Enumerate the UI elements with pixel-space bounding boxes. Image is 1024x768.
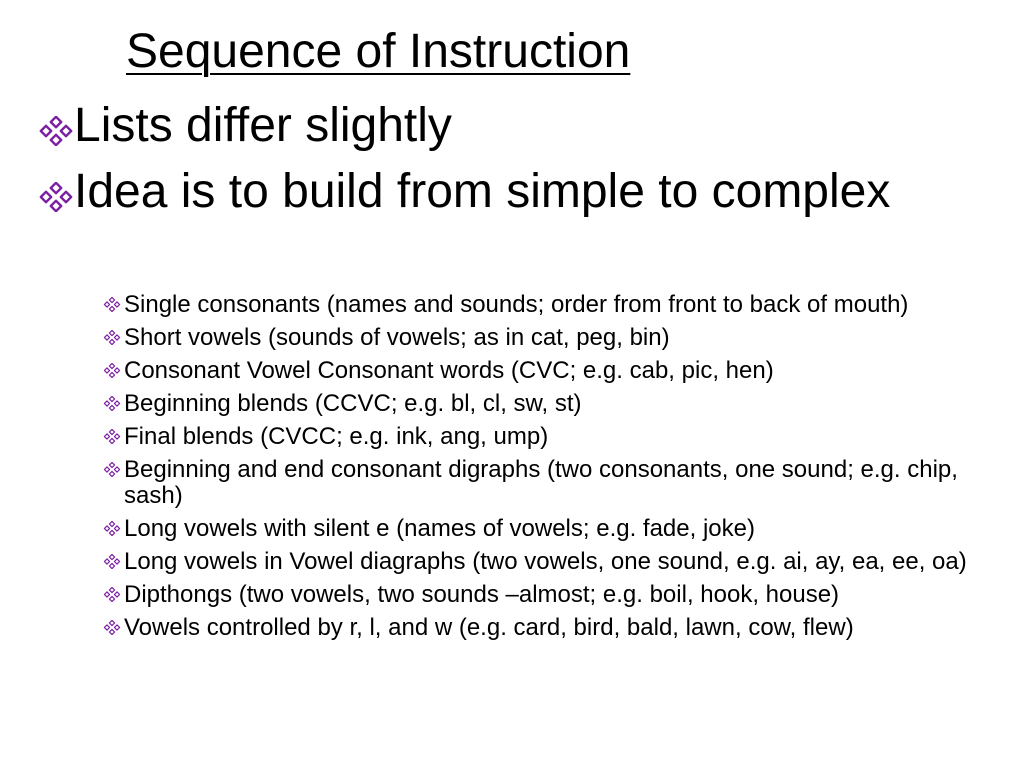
sub-bullet-list — [102, 292, 992, 648]
main-bullet-text: Idea is to build from simple to complex — [74, 165, 891, 218]
diamond-bullet-icon — [102, 363, 122, 378]
sub-bullet-text: Dipthongs (two vowels, two sounds –almost; e.g. boil, hook, house) — [124, 581, 840, 608]
diamond-bullet-icon — [102, 330, 122, 345]
diamond-bullet-icon — [102, 429, 122, 444]
sub-bullet-item — [102, 325, 992, 351]
diamond-bullet-icon — [36, 182, 76, 212]
sub-bullet-text: Long vowels in Vowel diagraphs (two vowels, one sound, e.g. ai, ay, ea, ee, oa) — [124, 548, 967, 575]
main-bullet-text: Lists differ slightly — [74, 99, 452, 152]
main-bullet-item — [36, 101, 996, 151]
sub-bullet-text: Consonant Vowel Consonant words (CVC; e.g. cab, pic, hen) — [124, 357, 774, 384]
sub-bullet-text: Short vowels (sounds of vowels; as in cat, peg, bin) — [124, 324, 670, 351]
diamond-bullet-icon — [36, 116, 76, 146]
diamond-bullet-icon — [102, 620, 122, 635]
sub-bullet-item — [102, 516, 992, 542]
diamond-bullet-icon — [102, 396, 122, 411]
sub-bullet-item — [102, 549, 992, 575]
sub-bullet-item — [102, 358, 992, 384]
diamond-bullet-icon — [102, 554, 122, 569]
diamond-bullet-icon — [102, 521, 122, 536]
sub-bullet-item — [102, 582, 992, 608]
diamond-bullet-icon — [102, 297, 122, 312]
sub-bullet-text: Beginning blends (CCVC; e.g. bl, cl, sw, st) — [124, 390, 582, 417]
sub-bullet-item — [102, 457, 992, 509]
sub-bullet-text: Long vowels with silent e (names of vowels; e.g. fade, joke) — [124, 515, 755, 542]
main-bullet-list — [36, 101, 996, 233]
sub-bullet-text: Final blends (CVCC; e.g. ink, ang, ump) — [124, 423, 549, 450]
slide-title: Sequence of Instruction — [126, 25, 631, 78]
sub-bullet-item — [102, 292, 992, 318]
sub-bullet-text: Single consonants (names and sounds; order from front to back of mouth) — [124, 291, 909, 318]
sub-bullet-item — [102, 391, 992, 417]
diamond-bullet-icon — [102, 462, 122, 477]
sub-bullet-item — [102, 424, 992, 450]
sub-bullet-item — [102, 615, 992, 641]
diamond-bullet-icon — [102, 587, 122, 602]
sub-bullet-text: Beginning and end consonant digraphs (two consonants, one sound; e.g. chip, sash) — [124, 456, 958, 509]
sub-bullet-text: Vowels controlled by r, l, and w (e.g. card, bird, bald, lawn, cow, flew) — [124, 614, 854, 641]
main-bullet-item — [36, 167, 996, 217]
